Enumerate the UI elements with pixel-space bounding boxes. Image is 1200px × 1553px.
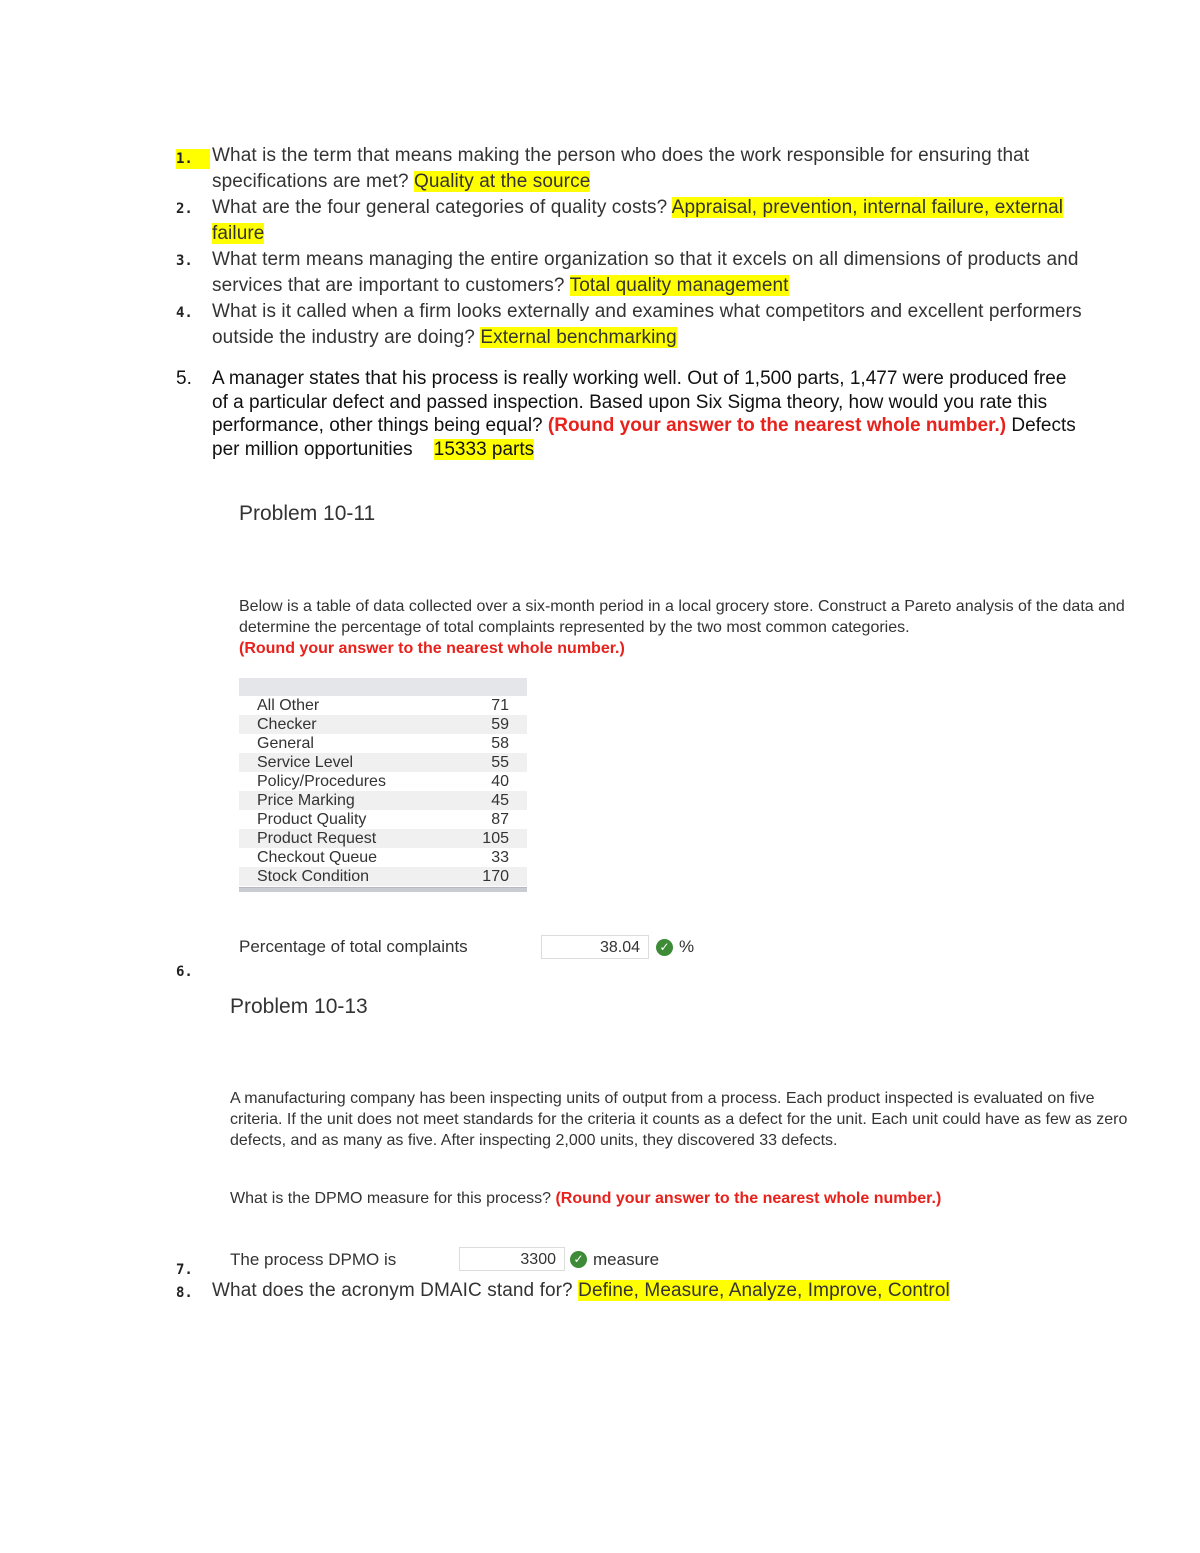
category-cell: Stock Condition <box>257 868 370 885</box>
question-answer: Quality at the source <box>414 171 591 192</box>
question-number: 1. <box>176 149 210 169</box>
question-answer: Appraisal, prevention, internal failure, external failure <box>212 197 1064 244</box>
category-cell: Checkout Queue <box>257 849 378 866</box>
table-row <box>239 772 527 791</box>
question-2 <box>212 195 1092 247</box>
check-icon: ✓ <box>570 1251 587 1268</box>
answer-input[interactable]: 38.04 <box>541 935 649 959</box>
value-cell: 71 <box>491 697 509 714</box>
value-cell: 105 <box>482 830 509 847</box>
category-cell: Price Marking <box>257 792 355 809</box>
question-number: 7. <box>176 1262 193 1278</box>
value-cell: 58 <box>491 735 509 752</box>
category-cell: Service Level <box>257 754 354 771</box>
table-row <box>239 753 527 772</box>
table-row <box>239 696 527 715</box>
value-cell: 33 <box>491 849 509 866</box>
question-5 <box>212 367 1082 461</box>
problem-description: A manufacturing company has been inspecting units of output from a process. Each product inspected is evaluated on five criteria. If the unit does not meet standards for the criteria it counts as a defect for the unit. Each unit could have as few as zero defects, and as many as five. After inspecting 2,000 units, they discovered 33 defects. <box>230 1090 1128 1149</box>
answer-unit: % <box>679 937 695 956</box>
value-cell: 59 <box>491 716 509 733</box>
question-4 <box>212 299 1092 351</box>
complaints-rows <box>239 696 527 886</box>
question-answer: 15333 parts <box>433 438 535 460</box>
round-instruction: (Round your answer to the nearest whole number.) <box>239 640 625 657</box>
category-cell: Checker <box>257 716 317 733</box>
answer-label: Percentage of total complaints <box>239 937 468 956</box>
value-cell: 170 <box>482 868 509 885</box>
dpmo-question <box>230 1188 1130 1209</box>
round-instruction: (Round your answer to the nearest whole number.) <box>547 415 1007 436</box>
value-cell: 87 <box>491 811 509 828</box>
table-row <box>239 791 527 810</box>
table-row <box>239 867 527 886</box>
answer-unit: measure <box>593 1250 660 1269</box>
category-cell: Policy/Procedures <box>257 773 386 790</box>
table-row <box>239 810 527 829</box>
question-text: What are the four general categories of quality costs? <box>212 197 668 218</box>
answer-input[interactable]: 3300 <box>459 1247 565 1271</box>
question-number: 5. <box>176 368 192 389</box>
table-row <box>239 734 527 753</box>
table-footer-bar <box>239 887 527 892</box>
problem-title: Problem 10-13 <box>230 995 368 1018</box>
answer-label: Defects per million opportunities <box>212 415 1076 460</box>
category-cell: Product Quality <box>257 811 367 828</box>
question-answer: External benchmarking <box>480 327 677 348</box>
question-text: What does the acronym DMAIC stand for? <box>212 1280 573 1301</box>
problem-title: Problem 10-11 <box>239 502 376 525</box>
question-answer: Total quality management <box>569 275 789 296</box>
question-number: 6. <box>176 964 193 980</box>
category-cell: All Other <box>257 697 320 714</box>
question-text: What is the term that means making the person who does the work responsible for ensuring that specifications are met? <box>212 145 1030 192</box>
table-row <box>239 848 527 867</box>
complaints-table <box>239 678 527 892</box>
table-row <box>239 715 527 734</box>
problem-description: Below is a table of data collected over a six-month period in a local grocery store. Construct a Pareto analysis of the data and determine the percentage of total complaints represented by the two most common categories. <box>239 598 1125 636</box>
question-number: 3. <box>176 253 193 269</box>
question-text: What is the DPMO measure for this process? <box>230 1190 551 1207</box>
value-cell: 40 <box>491 773 509 790</box>
check-icon: ✓ <box>656 939 673 956</box>
question-3 <box>212 247 1092 299</box>
question-text: What is it called when a firm looks externally and examines what competitors and excellent performers outside the industry are doing? <box>212 301 1082 348</box>
category-cell: General <box>257 735 314 752</box>
question-text: What term means managing the entire organization so that it excels on all dimensions of products and services that are important to customers? <box>212 249 1079 296</box>
answer-label: The process DPMO is <box>230 1250 397 1269</box>
problem-text <box>239 596 1139 659</box>
value-cell: 55 <box>491 754 509 771</box>
question-answer: Define, Measure, Analyze, Improve, Control <box>578 1280 950 1301</box>
question-number: 2. <box>176 201 193 217</box>
question-number: 8. <box>176 1285 193 1301</box>
question-text: A manager states that his process is really working well. Out of 1,500 parts, 1,477 were produced free of a particular defect and passed inspection. Based upon Six Sigma theory, how would you rate this performance, other things being equal? <box>212 368 1067 436</box>
question-1 <box>212 143 1092 195</box>
table-header-bar <box>239 678 527 696</box>
round-instruction: (Round your answer to the nearest whole number.) <box>555 1190 942 1207</box>
table-row <box>239 829 527 848</box>
question-8 <box>212 1278 1092 1304</box>
category-cell: Product Request <box>257 830 377 847</box>
value-cell: 45 <box>491 792 509 809</box>
question-number: 4. <box>176 305 193 321</box>
